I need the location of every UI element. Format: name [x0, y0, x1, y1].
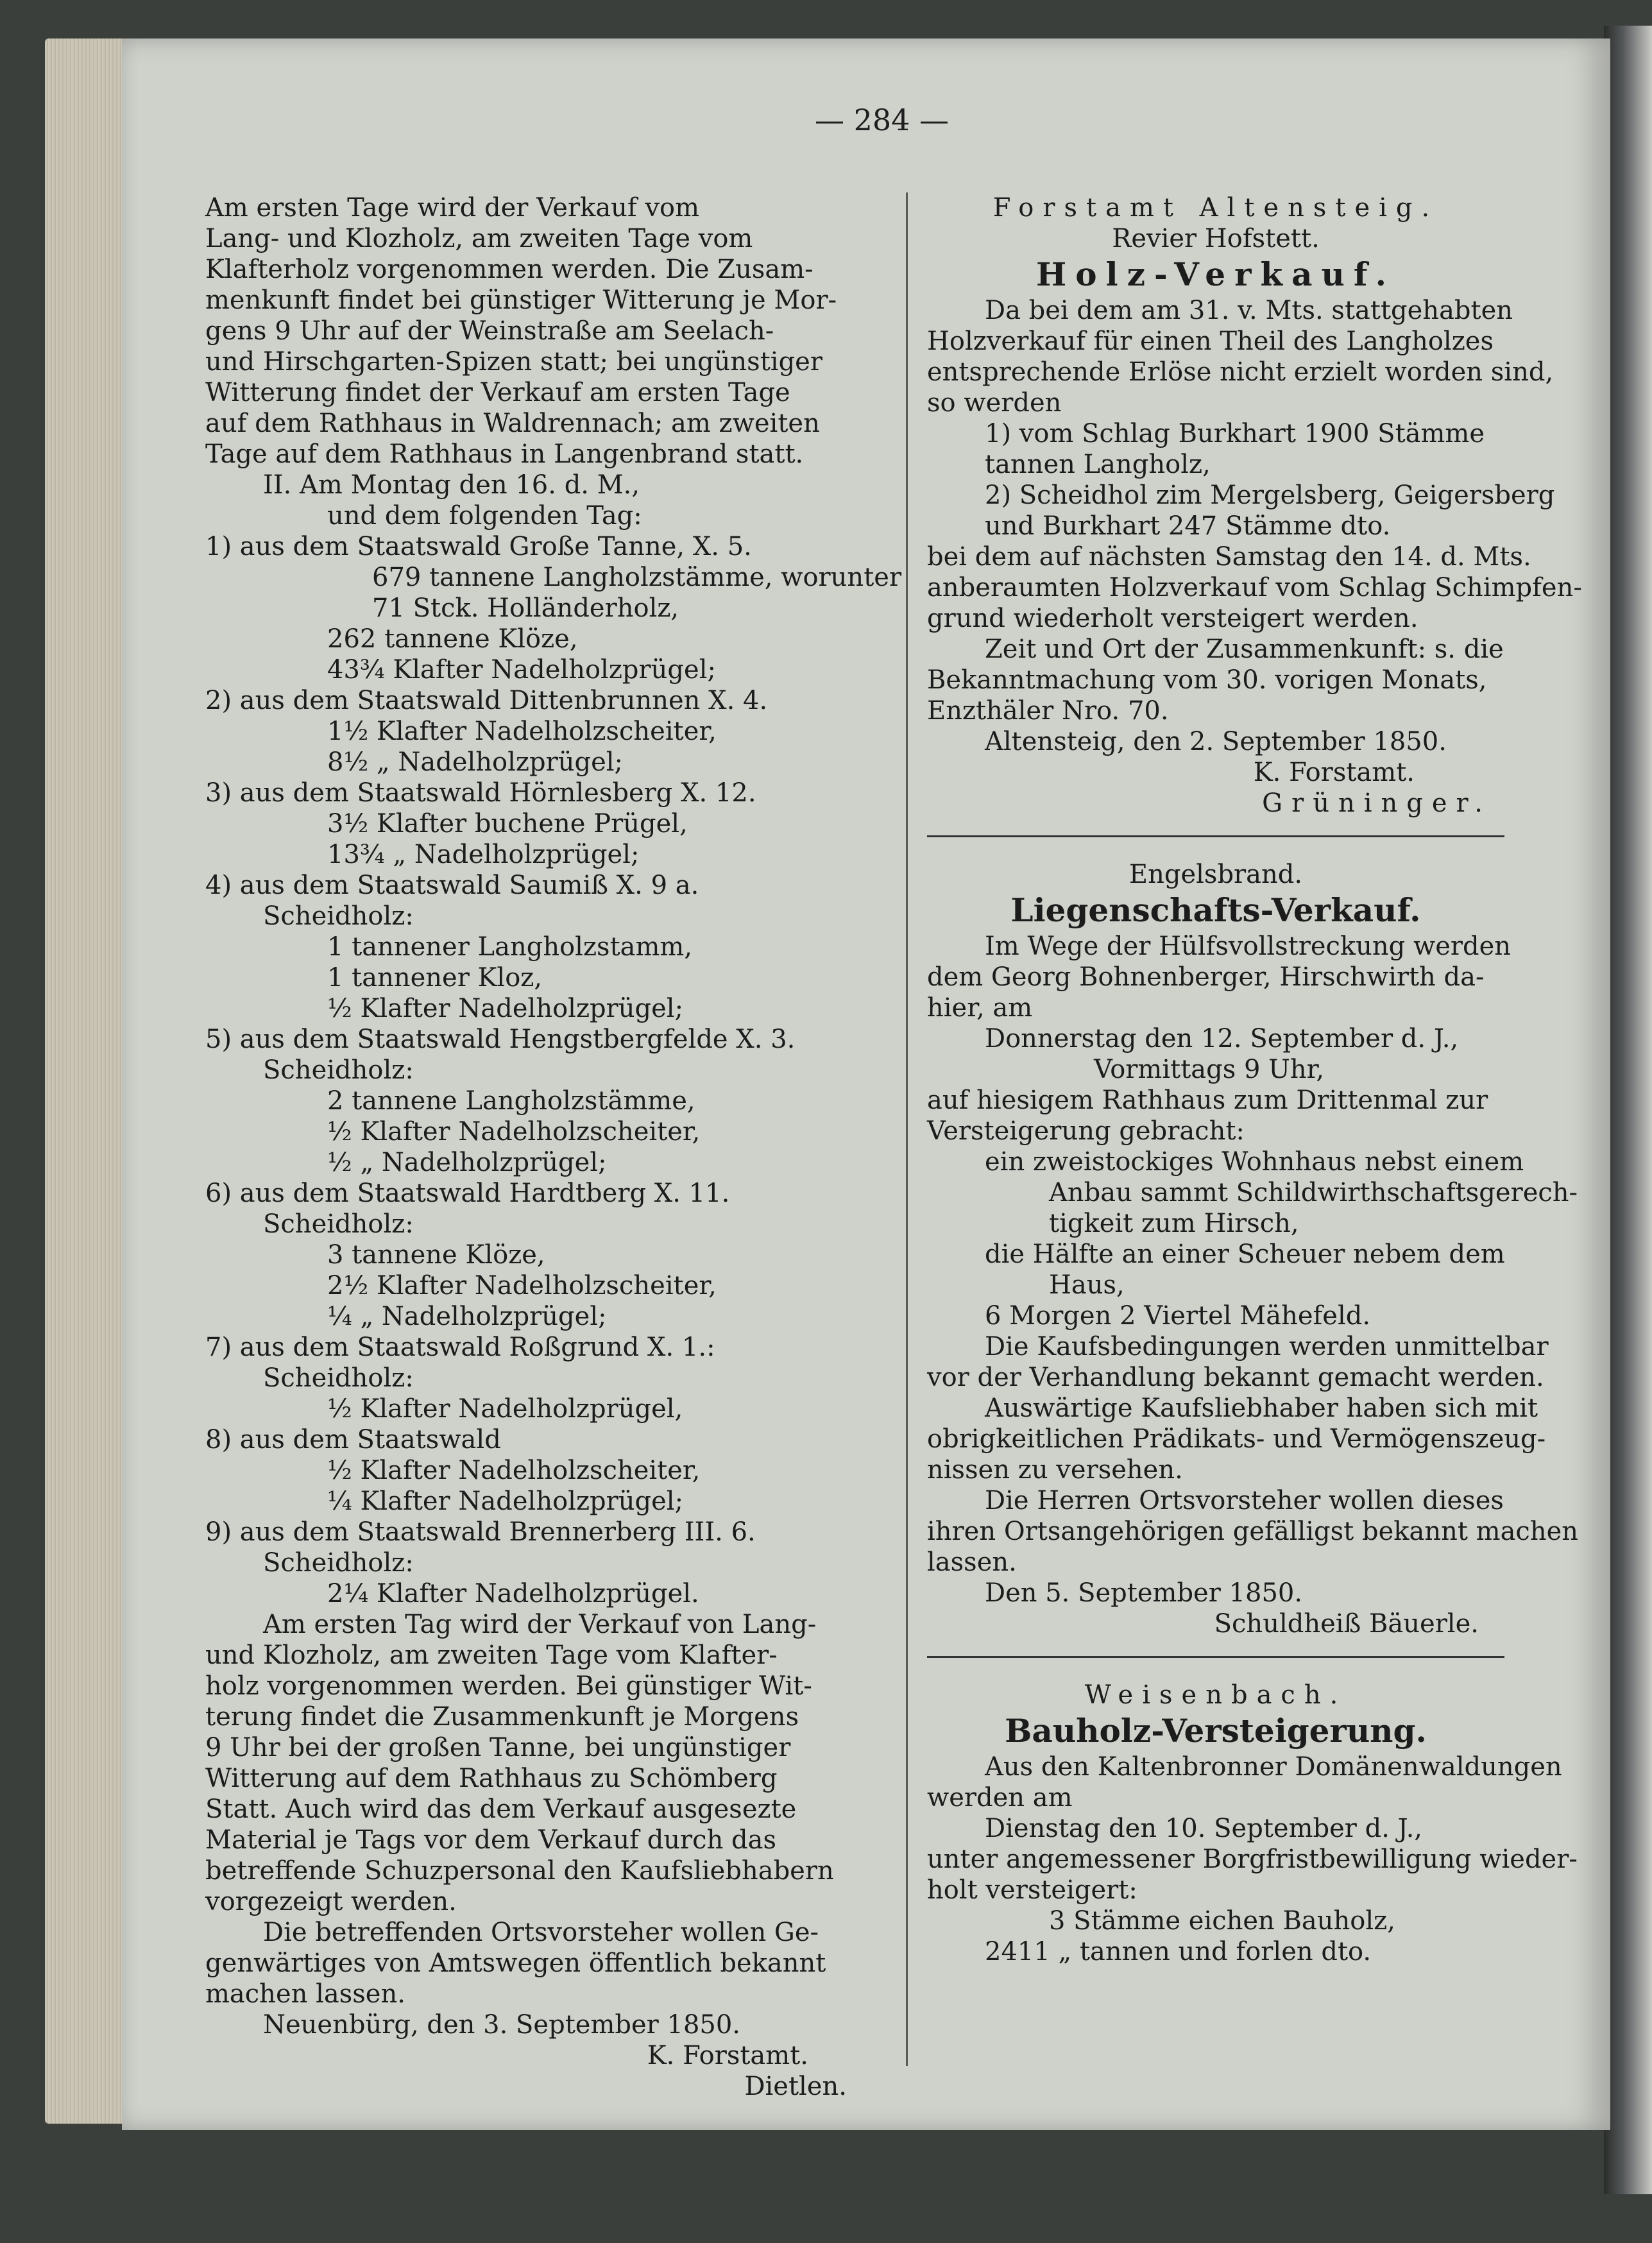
text-line: Holzverkauf für einen Theil des Langholzes: [927, 327, 1494, 356]
text-line: Lang- und Klozholz, am zweiten Tage vom: [205, 224, 753, 253]
text-line: grund wiederholt versteigert werden.: [927, 604, 1418, 633]
text-line: 7) aus dem Staatswald Roßgrund X. 1.:: [205, 1333, 715, 1362]
text-line: Anbau sammt Schildwirthschaftsgerech-: [1049, 1178, 1578, 1207]
dateline: Altensteig, den 2. September 1850.: [985, 727, 1447, 756]
text-line: Scheidholz:: [263, 1055, 414, 1085]
text-line: Scheidholz:: [263, 1209, 414, 1239]
column-divider: [906, 192, 908, 2066]
text-line: und Burkhart 247 Stämme dto.: [985, 511, 1391, 541]
text-line: ½ Klafter Nadelholzscheiter,: [327, 1117, 701, 1147]
signature-office: K. Forstamt.: [647, 2041, 808, 2070]
text-line: ¼ Klafter Nadelholzprügel;: [327, 1487, 684, 1516]
text-line: unter angemessener Borgfristbewilligung wieder-: [927, 1845, 1578, 1874]
text-line: 2½ Klafter Nadelholzscheiter,: [327, 1271, 717, 1301]
text-line: 1 tannener Langholzstamm,: [327, 932, 693, 962]
text-line: so werden: [927, 388, 1062, 418]
text-line: entsprechende Erlöse nicht erzielt worden sind,: [927, 357, 1554, 387]
text-line: Im Wege der Hülfsvollstreckung werden: [985, 932, 1511, 961]
text-line: 2 tannene Langholzstämme,: [327, 1086, 695, 1116]
text-line: Bekanntmachung vom 30. vorigen Monats,: [927, 665, 1487, 695]
text-line: 43¾ Klafter Nadelholzprügel;: [327, 655, 716, 685]
text-line: 679 tannene Langholzstämme, worunter: [372, 563, 902, 592]
section-title: Liegenschafts-Verkauf.: [1010, 891, 1421, 929]
text-line: genwärtiges von Amtswegen öffentlich bekannt: [205, 1949, 826, 1978]
text-line: Statt. Auch wird das dem Verkauf ausgesezte: [205, 1795, 797, 1824]
text-line: 1 tannener Kloz,: [327, 963, 543, 993]
text-line: ½ Klafter Nadelholzprügel,: [327, 1394, 683, 1424]
text-line: ½ Klafter Nadelholzprügel;: [327, 994, 684, 1023]
text-line: auf hiesigem Rathhaus zum Drittenmal zur: [927, 1086, 1488, 1115]
text-line: vor der Verhandlung bekannt gemacht werden.: [927, 1363, 1544, 1392]
signature-name: Dietlen.: [744, 2072, 847, 2101]
text-line: Aus den Kaltenbronner Domänenwaldungen: [985, 1752, 1562, 1782]
text-line: anberaumten Holzverkauf vom Schlag Schimpfen-: [927, 573, 1582, 602]
text-line: holz vorgenommen werden. Bei günstiger Wit-: [205, 1671, 812, 1701]
text-line: Versteigerung gebracht:: [927, 1116, 1245, 1146]
section-divider: [927, 835, 1504, 837]
text-line: Material je Tags vor dem Verkauf durch das: [205, 1825, 777, 1855]
text-line: 2¼ Klafter Nadelholzprügel.: [327, 1579, 699, 1608]
left-column: [205, 192, 902, 2102]
text-line: hier, am: [927, 993, 1033, 1023]
text-line: 3½ Klafter buchene Prügel,: [327, 809, 688, 839]
text-line: 8½ „ Nadelholzprügel;: [327, 747, 624, 777]
text-line: und dem folgenden Tag:: [327, 501, 642, 531]
text-line: nissen zu versehen.: [927, 1455, 1183, 1485]
text-line: 2) Scheidhol zim Mergelsberg, Geigersberg: [985, 481, 1555, 510]
text-line: 1) vom Schlag Burkhart 1900 Stämme: [985, 419, 1485, 448]
text-line: Vormittags 9 Uhr,: [1094, 1055, 1325, 1084]
text-line: Die betreffenden Ortsvorsteher wollen Ge-: [263, 1918, 819, 1947]
text-line: ¼ „ Nadelholzprügel;: [327, 1302, 607, 1331]
right-column: [927, 192, 1582, 1967]
text-line: 9 Uhr bei der großen Tanne, bei ungünstiger: [205, 1733, 791, 1762]
text-line: Die Herren Ortsvorsteher wollen dieses: [985, 1486, 1504, 1515]
text-line: Enzthäler Nro. 70.: [927, 696, 1169, 726]
text-line: Zeit und Ort der Zusammenkunft: s. die: [985, 635, 1504, 664]
text-line: Am ersten Tage wird der Verkauf vom: [205, 193, 700, 223]
text-line: 3) aus dem Staatswald Hörnlesberg X. 12.: [205, 778, 756, 808]
text-line: Die Kaufsbedingungen werden unmittelbar: [985, 1332, 1549, 1361]
signature-name: Grüninger.: [1262, 789, 1492, 818]
text-line: 3 Stämme eichen Bauholz,: [1049, 1906, 1395, 1936]
text-line: terung findet die Zusammenkunft je Morgens: [205, 1702, 799, 1732]
text-line: auf dem Rathhaus in Waldrennach; am zweiten: [205, 409, 820, 438]
text-line: Scheidholz:: [263, 1363, 414, 1393]
text-line: 2411 „ tannen und forlen dto.: [985, 1937, 1372, 1966]
text-line: 262 tannene Klöze,: [327, 624, 578, 654]
section-title: Holz-Verkauf.: [1036, 255, 1395, 293]
page-number: — 284 —: [815, 103, 949, 137]
section-divider: [927, 1656, 1504, 1658]
text-line: 1½ Klafter Nadelholzscheiter,: [327, 717, 717, 746]
text-line: dem Georg Bohnenberger, Hirschwirth da-: [927, 962, 1485, 992]
text-line: betreffende Schuzpersonal den Kaufsliebhabern: [205, 1856, 834, 1886]
text-line: ein zweistockiges Wohnhaus nebst einem: [985, 1147, 1524, 1177]
signature-name: Schuldheiß Bäuerle.: [1214, 1609, 1479, 1639]
text-line: 3 tannene Klöze,: [327, 1240, 545, 1270]
text-line: Auswärtige Kaufsliebhaber haben sich mit: [985, 1394, 1538, 1423]
text-line: 2) aus dem Staatswald Dittenbrunnen X. 4.: [205, 686, 768, 715]
text-line: 4) aus dem Staatswald Saumiß X. 9 a.: [205, 871, 699, 900]
text-line: 71 Stck. Holländerholz,: [372, 593, 679, 623]
text-line: 1) aus dem Staatswald Große Tanne, X. 5.: [205, 532, 752, 561]
text-line: und Hirschgarten-Spizen statt; bei ungünstiger: [205, 347, 822, 377]
text-line: und Klozholz, am zweiten Tage vom Klafter-: [205, 1641, 778, 1670]
text-line: die Hälfte an einer Scheuer nebem dem: [985, 1240, 1505, 1269]
dateline: Den 5. September 1850.: [985, 1578, 1303, 1608]
book-spine-shadow: [1604, 26, 1652, 2194]
text-line: II. Am Montag den 16. d. M.,: [263, 470, 640, 500]
text-line: Witterung auf dem Rathhaus zu Schömberg: [205, 1764, 778, 1793]
section-title: Bauholz-Versteigerung.: [1005, 1712, 1427, 1750]
signature-office: K. Forstamt.: [1253, 758, 1415, 787]
text-line: vorgezeigt werden.: [205, 1887, 457, 1916]
book-page-edges: [45, 38, 128, 2124]
text-line: menkunft findet bei günstiger Witterung je Mor-: [205, 286, 837, 315]
text-line: lassen.: [927, 1548, 1017, 1577]
text-line: gens 9 Uhr auf der Weinstraße am Seelach-: [205, 316, 774, 346]
section-district: Revier Hofstett.: [1112, 224, 1320, 253]
text-line: Scheidholz:: [263, 1548, 414, 1578]
text-line: Witterung findet der Verkauf am ersten Tage: [205, 378, 790, 407]
text-line: Donnerstag den 12. September d. J.,: [985, 1024, 1459, 1053]
text-line: 13¾ „ Nadelholzprügel;: [327, 840, 640, 869]
text-line: 6 Morgen 2 Viertel Mähefeld.: [985, 1301, 1371, 1331]
dateline: Neuenbürg, den 3. September 1850.: [263, 2010, 741, 2040]
text-line: 9) aus dem Staatswald Brennerberg III. 6.: [205, 1517, 756, 1547]
text-line: Klafterholz vorgenommen werden. Die Zusam-: [205, 255, 813, 284]
text-line: ½ „ Nadelholzprügel;: [327, 1148, 607, 1177]
text-line: 8) aus dem Staatswald: [205, 1425, 501, 1454]
text-line: obrigkeitlichen Prädikats- und Vermögenszeug-: [927, 1424, 1546, 1454]
text-line: Dienstag den 10. September d. J.,: [985, 1814, 1423, 1843]
text-line: 6) aus dem Staatswald Hardtberg X. 11.: [205, 1179, 730, 1208]
section-place: Weisenbach.: [1084, 1680, 1347, 1710]
text-line: 5) aus dem Staatswald Hengstbergfelde X. 3.: [205, 1025, 796, 1054]
text-line: Am ersten Tag wird der Verkauf von Lang-: [263, 1610, 817, 1639]
text-line: werden am: [927, 1783, 1073, 1812]
text-line: bei dem auf nächsten Samstag den 14. d. Mts.: [927, 542, 1531, 572]
text-line: tigkeit zum Hirsch,: [1049, 1209, 1299, 1238]
text-line: Da bei dem am 31. v. Mts. stattgehabten: [985, 296, 1513, 325]
text-line: ihren Ortsangehörigen gefälligst bekannt machen: [927, 1517, 1579, 1546]
text-line: Haus,: [1049, 1270, 1125, 1300]
text-line: tannen Langholz,: [985, 450, 1211, 479]
text-line: holt versteigert:: [927, 1875, 1137, 1905]
text-line: Tage auf dem Rathhaus in Langenbrand statt.: [205, 439, 804, 469]
text-line: Scheidholz:: [263, 901, 414, 931]
text-line: ½ Klafter Nadelholzscheiter,: [327, 1456, 701, 1485]
section-place: Forstamt Altensteig.: [992, 193, 1439, 223]
text-line: machen lassen.: [205, 1979, 405, 2009]
section-place: Engelsbrand.: [1128, 860, 1303, 889]
